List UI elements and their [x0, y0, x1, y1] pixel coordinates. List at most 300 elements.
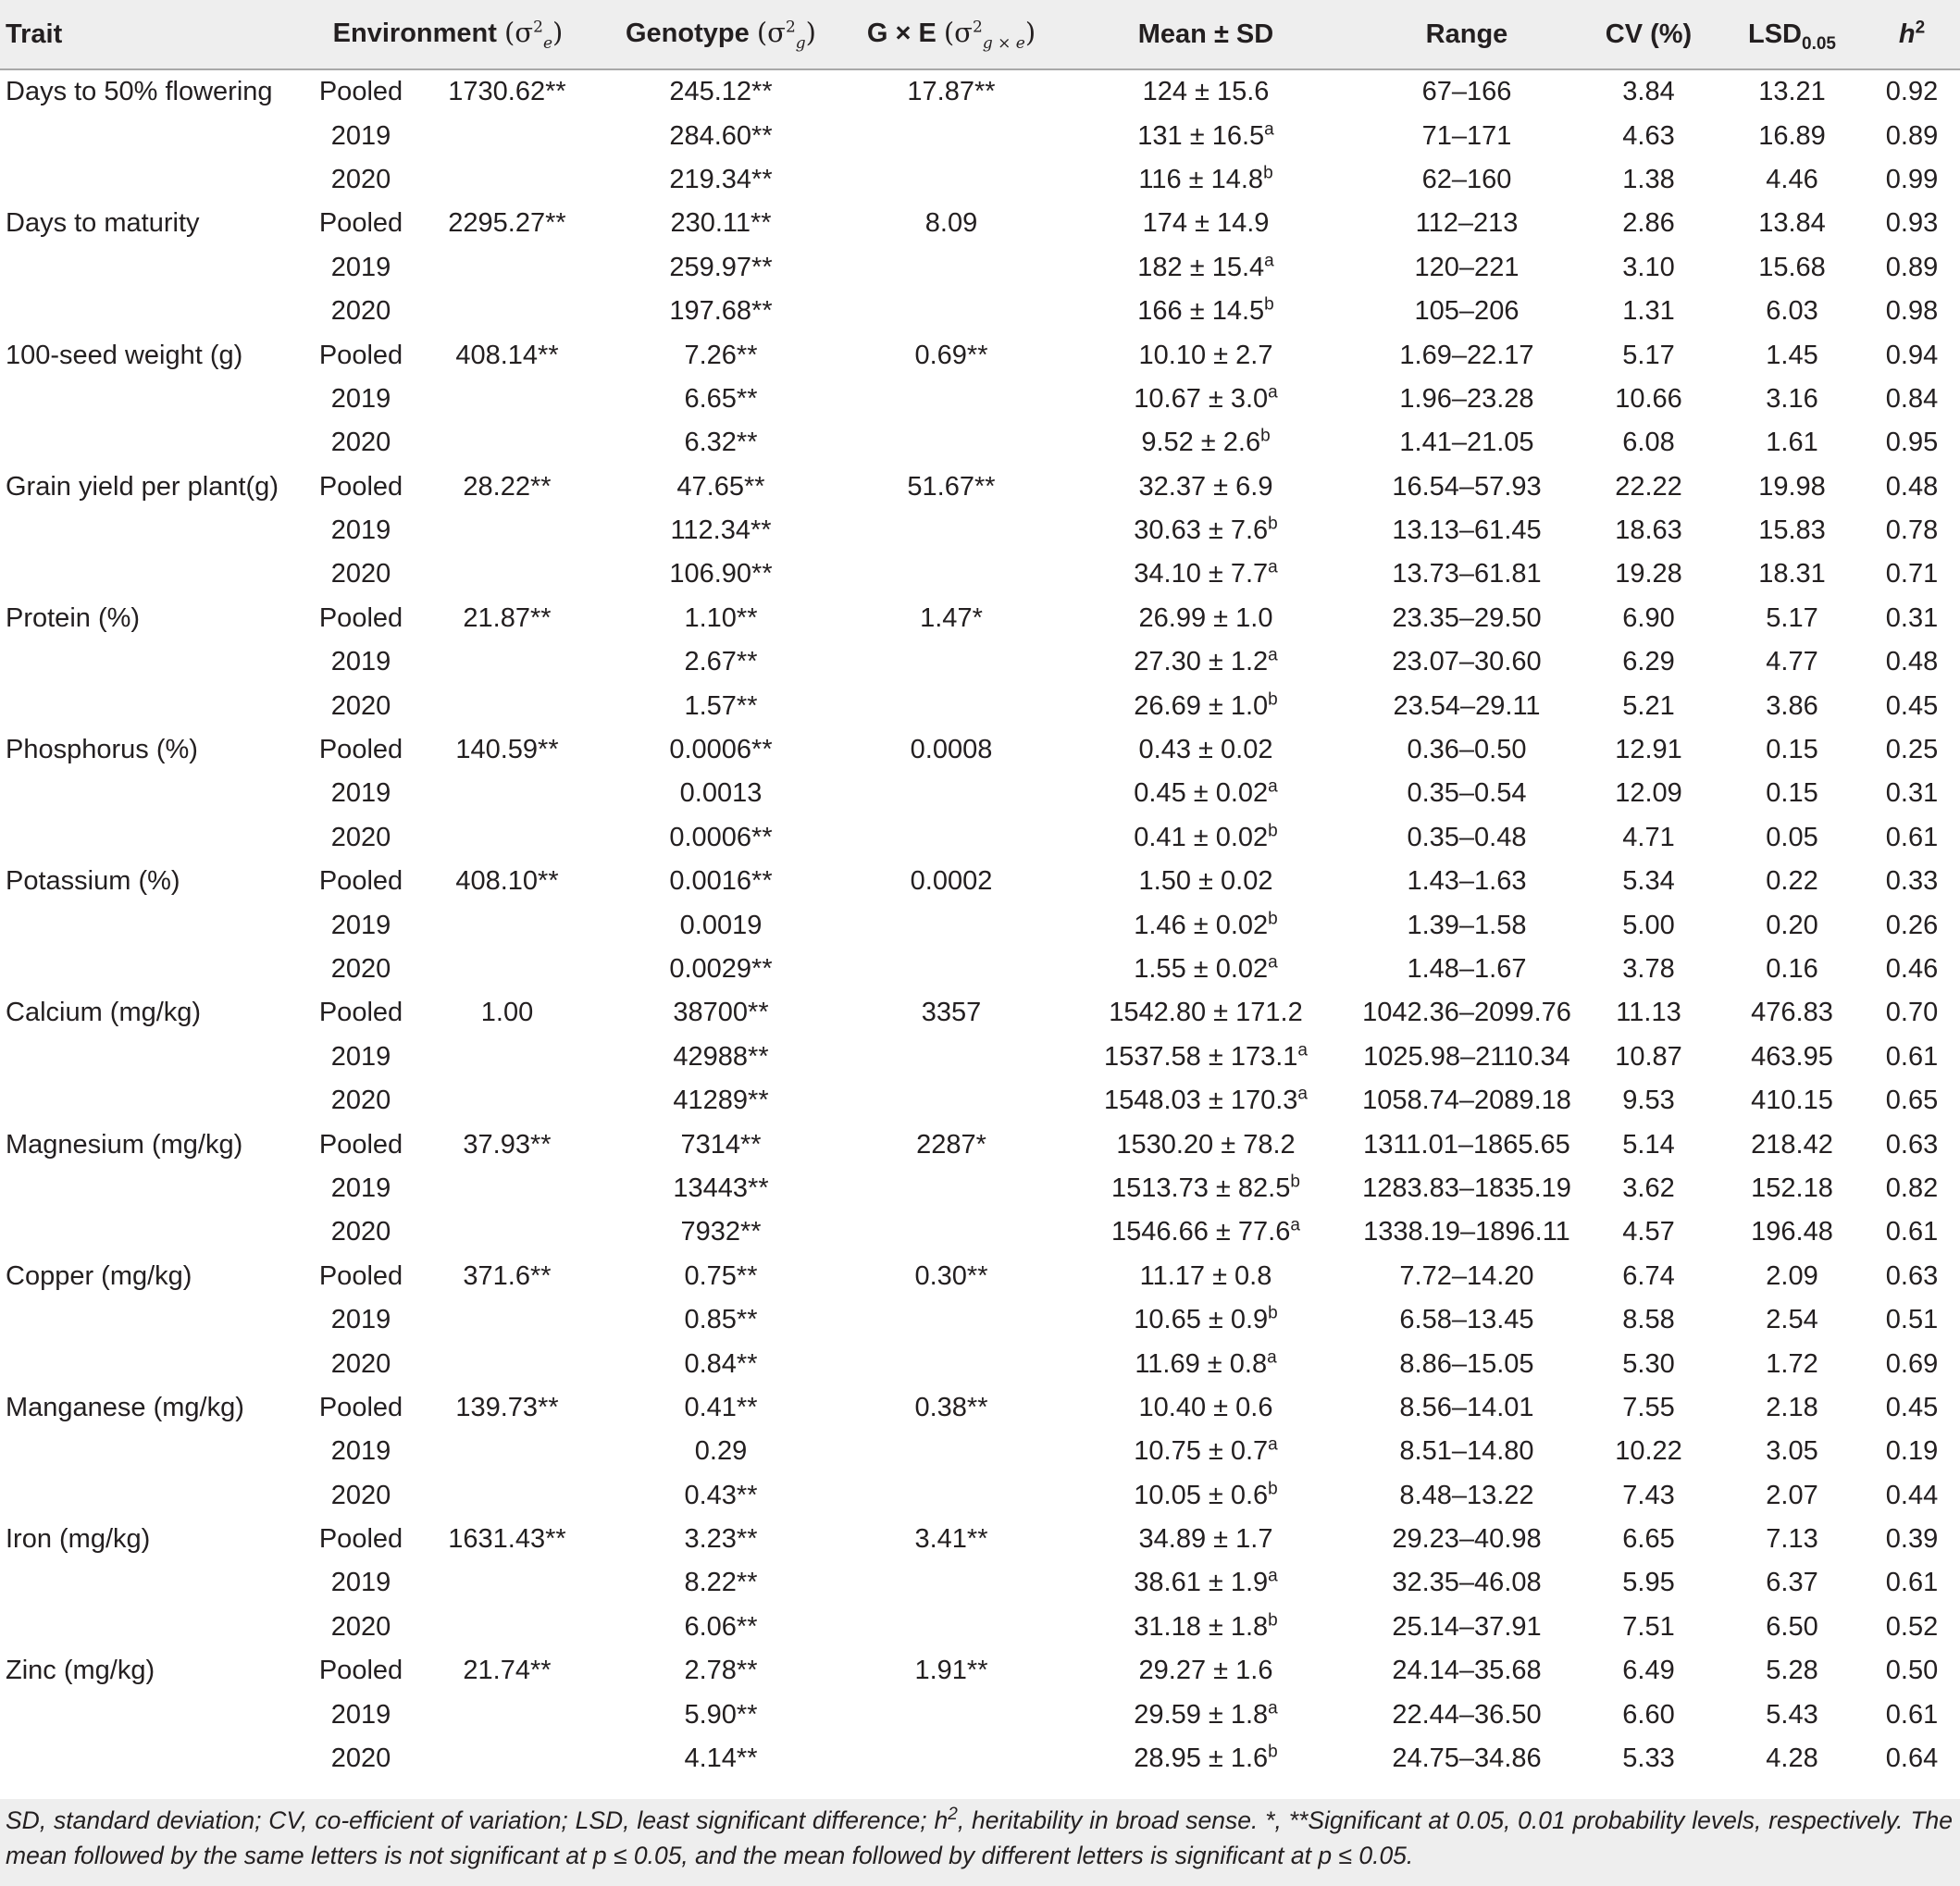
table-row	[0, 114, 1960, 157]
condition-cell: Pooled	[318, 602, 403, 633]
environment-variance-cell	[420, 640, 594, 684]
heritability-cell: 0.39	[1885, 1524, 1939, 1555]
environment-variance-cell	[420, 246, 594, 290]
gxe-variance-cell: 1.47*	[920, 602, 983, 633]
range-cell: 23.07–30.60	[1392, 647, 1542, 677]
mean-sd-cell: 1530.20 ± 78.2	[1116, 1129, 1296, 1160]
mean-sd-cell: 10.67 ± 3.0$^a$	[1134, 382, 1278, 414]
mean-sd-cell: 32.37 ± 6.9	[1138, 471, 1273, 502]
table-row	[0, 1430, 1960, 1473]
lsd-cell: 0.15	[1766, 735, 1818, 765]
cv-cell: 5.30	[1622, 1348, 1675, 1379]
mean-sd-cell: 1548.03 ± 170.3$^a$	[1103, 1084, 1308, 1116]
genotype-variance-cell: 3.23**	[684, 1524, 758, 1555]
genotype-variance-cell: 38700**	[673, 998, 769, 1028]
genotype-variance-cell: 0.84**	[684, 1348, 758, 1379]
condition-cell: 2019	[330, 252, 391, 282]
environment-variance-cell	[420, 1036, 594, 1079]
cv-cell: 4.63	[1622, 120, 1675, 151]
lsd-cell: 2.18	[1766, 1392, 1818, 1422]
gxe-variance-cell	[848, 158, 1055, 202]
cv-cell: 3.10	[1622, 252, 1675, 282]
gxe-variance-cell	[848, 552, 1055, 596]
lsd-cell: 0.05	[1766, 822, 1818, 852]
condition-cell: 2019	[330, 120, 391, 151]
significance-letter: b	[1268, 821, 1278, 841]
environment-variance-cell	[420, 684, 594, 727]
header-environment: Environment $(\sigma^2_e)$	[302, 0, 594, 69]
trait-cell	[0, 552, 302, 596]
environment-variance-cell	[420, 1079, 594, 1123]
range-cell: 8.51–14.80	[1399, 1436, 1534, 1467]
heritability-cell: 0.48	[1885, 647, 1939, 677]
lsd-cell: 2.07	[1766, 1480, 1818, 1510]
significance-letter: a	[1264, 251, 1274, 271]
cv-cell: 7.55	[1622, 1392, 1675, 1422]
condition-cell: 2019	[330, 910, 391, 940]
heritability-cell: 0.45	[1885, 1392, 1939, 1422]
range-cell: 105–206	[1414, 296, 1520, 327]
heritability-cell: 0.45	[1885, 690, 1939, 721]
environment-variance-cell: 140.59**	[455, 735, 559, 765]
heritability-cell: 0.44	[1885, 1480, 1939, 1510]
cv-cell: 6.49	[1622, 1656, 1675, 1686]
mean-sd-cell: 182 ± 15.4$^a$	[1137, 251, 1274, 282]
condition-cell: 2019	[330, 1173, 391, 1203]
table-row	[0, 948, 1960, 991]
heritability-cell: 0.50	[1885, 1656, 1939, 1686]
range-cell: 29.23–40.98	[1392, 1524, 1542, 1555]
trait-cell	[0, 1298, 302, 1342]
environment-variance-cell: 21.87**	[463, 602, 552, 633]
cv-cell: 6.29	[1622, 647, 1675, 677]
cv-cell: 6.90	[1622, 602, 1675, 633]
range-cell: 13.73–61.81	[1392, 559, 1542, 589]
gxe-variance-cell: 0.0002	[910, 866, 993, 897]
range-cell: 120–221	[1414, 252, 1520, 282]
lsd-cell: 6.03	[1766, 296, 1818, 327]
mean-sd-cell: 10.40 ± 0.6	[1138, 1392, 1273, 1422]
genotype-variance-cell: 0.0006**	[669, 735, 773, 765]
heritability-cell: 0.89	[1885, 120, 1939, 151]
range-cell: 16.54–57.93	[1392, 471, 1542, 502]
table-row	[0, 378, 1960, 421]
table-row	[0, 158, 1960, 202]
genotype-variance-cell: 245.12**	[669, 77, 773, 107]
environment-variance-cell	[420, 1210, 594, 1254]
lsd-cell: 1.45	[1766, 340, 1818, 370]
significance-letter: a	[1268, 645, 1278, 665]
heritability-cell: 0.61	[1885, 1568, 1939, 1598]
range-cell: 8.56–14.01	[1399, 1392, 1534, 1422]
cv-cell: 18.63	[1615, 515, 1682, 546]
mean-sd-cell: 38.61 ± 1.9$^a$	[1134, 1566, 1278, 1598]
header-mean-sd: Mean ± SD	[1055, 0, 1357, 69]
genotype-variance-cell: 2.78**	[684, 1656, 758, 1686]
gxe-variance-cell: 8.09	[924, 208, 978, 239]
table-row	[0, 509, 1960, 552]
condition-cell: 2020	[330, 954, 391, 984]
mean-sd-cell: 10.65 ± 0.9$^b$	[1134, 1303, 1278, 1335]
cv-cell: 10.22	[1615, 1436, 1682, 1467]
lsd-cell: 463.95	[1751, 1041, 1833, 1072]
condition-cell: 2020	[330, 164, 391, 194]
gxe-variance-cell	[848, 903, 1055, 947]
gxe-variance-cell	[848, 246, 1055, 290]
trait-cell	[0, 1561, 302, 1605]
header-trait: Trait	[0, 0, 302, 69]
environment-variance-cell: 1631.43**	[448, 1524, 566, 1555]
condition-cell: Pooled	[318, 471, 403, 502]
trait-cell	[0, 421, 302, 465]
environment-variance-cell	[420, 552, 594, 596]
table-row	[0, 465, 1960, 509]
genotype-variance-cell: 106.90**	[669, 559, 773, 589]
table-row	[0, 1210, 1960, 1254]
lsd-cell: 4.77	[1766, 647, 1818, 677]
environment-variance-cell: 371.6**	[463, 1260, 552, 1291]
lsd-cell: 1.72	[1766, 1348, 1818, 1379]
genotype-variance-cell: 7932**	[680, 1217, 762, 1247]
condition-cell: Pooled	[318, 1392, 403, 1422]
cv-cell: 6.74	[1622, 1260, 1675, 1291]
cv-cell: 5.17	[1622, 340, 1675, 370]
range-cell: 22.44–36.50	[1392, 1699, 1542, 1730]
genotype-variance-cell: 0.0029**	[669, 954, 773, 984]
condition-cell: 2020	[330, 1743, 391, 1774]
table-row	[0, 816, 1960, 860]
table-row	[0, 1693, 1960, 1736]
table-row	[0, 1167, 1960, 1210]
table-row	[0, 1518, 1960, 1561]
mean-sd-cell: 1.50 ± 0.02	[1138, 866, 1273, 897]
environment-variance-cell: 408.14**	[455, 340, 559, 370]
table-row	[0, 903, 1960, 947]
heritability-cell: 0.95	[1885, 428, 1939, 458]
cv-cell: 5.21	[1622, 690, 1675, 721]
environment-variance-cell	[420, 421, 594, 465]
range-cell: 1.48–1.67	[1407, 954, 1527, 984]
heritability-cell: 0.61	[1885, 822, 1939, 852]
environment-variance-cell	[420, 378, 594, 421]
significance-letter: b	[1268, 689, 1278, 709]
table-row	[0, 290, 1960, 333]
heritability-cell: 0.46	[1885, 954, 1939, 984]
condition-cell: 2020	[330, 690, 391, 721]
environment-variance-cell	[420, 1167, 594, 1210]
gxe-variance-cell	[848, 1036, 1055, 1079]
trait-cell: Potassium (%)	[6, 866, 180, 897]
mean-sd-cell: 28.95 ± 1.6$^b$	[1134, 1742, 1278, 1774]
table-row	[0, 1474, 1960, 1518]
lsd-cell: 0.20	[1766, 910, 1818, 940]
range-cell: 8.86–15.05	[1399, 1348, 1534, 1379]
gxe-variance-cell	[848, 1298, 1055, 1342]
trait-cell	[0, 246, 302, 290]
condition-cell: Pooled	[318, 1656, 403, 1686]
cv-cell: 4.71	[1622, 822, 1675, 852]
significance-letter: b	[1268, 1610, 1278, 1631]
table-row	[0, 333, 1960, 377]
significance-letter: b	[1268, 1303, 1278, 1323]
trait-cell: Grain yield per plant(g)	[6, 471, 279, 502]
genotype-variance-cell: 197.68**	[669, 296, 773, 327]
range-cell: 23.54–29.11	[1393, 690, 1541, 721]
lsd-cell: 4.46	[1766, 164, 1818, 194]
significance-letter: a	[1268, 776, 1278, 797]
genotype-variance-cell: 6.06**	[684, 1611, 758, 1642]
trait-cell: Days to maturity	[6, 208, 200, 239]
heritability-cell: 0.63	[1885, 1260, 1939, 1291]
mean-sd-cell: 11.17 ± 0.8	[1139, 1260, 1272, 1291]
environment-variance-cell: 1730.62**	[448, 77, 566, 107]
genotype-variance-cell: 259.97**	[669, 252, 773, 282]
trait-cell	[0, 684, 302, 727]
lsd-cell: 6.37	[1766, 1568, 1818, 1598]
cv-cell: 12.91	[1615, 735, 1682, 765]
mean-sd-cell: 124 ± 15.6	[1142, 77, 1270, 107]
condition-cell: Pooled	[318, 998, 403, 1028]
trait-cell	[0, 378, 302, 421]
heritability-cell: 0.63	[1885, 1129, 1939, 1160]
heritability-cell: 0.33	[1885, 866, 1939, 897]
mean-sd-cell: 174 ± 14.9	[1142, 208, 1270, 239]
environment-variance-cell	[420, 509, 594, 552]
range-cell: 1.41–21.05	[1399, 428, 1534, 458]
condition-cell: Pooled	[318, 340, 403, 370]
genotype-variance-cell: 5.90**	[684, 1699, 758, 1730]
mean-sd-cell: 34.10 ± 7.7$^a$	[1134, 557, 1278, 589]
condition-cell: 2020	[330, 559, 391, 589]
condition-cell: Pooled	[318, 866, 403, 897]
range-cell: 7.72–14.20	[1399, 1260, 1534, 1291]
gxe-variance-cell	[848, 1167, 1055, 1210]
gxe-variance-cell: 0.38**	[914, 1392, 988, 1422]
gxe-variance-cell: 2287*	[916, 1129, 986, 1160]
trait-cell	[0, 903, 302, 947]
condition-cell: 2019	[330, 1568, 391, 1598]
cv-cell: 6.08	[1622, 428, 1675, 458]
trait-cell: 100-seed weight (g)	[6, 340, 243, 370]
lsd-cell: 18.31	[1758, 559, 1826, 589]
trait-cell	[0, 1606, 302, 1649]
significance-letter: a	[1268, 1566, 1278, 1586]
lsd-cell: 3.05	[1766, 1436, 1818, 1467]
table-row	[0, 421, 1960, 465]
trait-cell: Calcium (mg/kg)	[6, 998, 202, 1028]
environment-variance-cell: 37.93**	[463, 1129, 552, 1160]
significance-letter: b	[1264, 294, 1274, 315]
mean-sd-cell: 131 ± 16.5$^a$	[1137, 118, 1274, 151]
mean-sd-cell: 11.69 ± 0.8$^a$	[1135, 1346, 1277, 1379]
significance-letter: a	[1297, 1084, 1308, 1104]
condition-cell: Pooled	[318, 77, 403, 107]
heritability-cell: 0.61	[1885, 1041, 1939, 1072]
gxe-variance-cell	[848, 1342, 1055, 1385]
header-genotype: Genotype $(\sigma^2_g)$	[594, 0, 848, 69]
heritability-cell: 0.61	[1885, 1217, 1939, 1247]
heritability-cell: 0.26	[1885, 910, 1939, 940]
gxe-variance-cell	[848, 772, 1055, 815]
heritability-cell: 0.61	[1885, 1699, 1939, 1730]
environment-variance-cell	[420, 772, 594, 815]
condition-cell: 2020	[330, 1086, 391, 1116]
genotype-variance-cell: 284.60**	[669, 120, 773, 151]
gxe-variance-cell: 3.41**	[914, 1524, 988, 1555]
lsd-cell: 5.17	[1766, 602, 1818, 633]
condition-cell: 2019	[330, 647, 391, 677]
mean-sd-cell: 166 ± 14.5$^b$	[1137, 294, 1274, 327]
environment-variance-cell	[420, 1693, 594, 1736]
genotype-variance-cell: 6.32**	[684, 428, 758, 458]
lsd-cell: 13.21	[1758, 77, 1826, 107]
cv-cell: 6.65	[1622, 1524, 1675, 1555]
cv-cell: 11.13	[1616, 998, 1681, 1028]
genotype-variance-cell: 1.10**	[684, 602, 758, 633]
table-row	[0, 1036, 1960, 1079]
heritability-cell: 0.48	[1885, 471, 1939, 502]
range-cell: 24.75–34.86	[1392, 1743, 1542, 1774]
genotype-variance-cell: 6.65**	[684, 383, 758, 414]
range-cell: 67–166	[1421, 77, 1512, 107]
mean-sd-cell: 9.52 ± 2.6$^b$	[1141, 426, 1271, 458]
trait-cell	[0, 640, 302, 684]
condition-cell: 2019	[330, 383, 391, 414]
table-row	[0, 1386, 1960, 1430]
mean-sd-cell: 1537.58 ± 173.1$^a$	[1103, 1040, 1308, 1072]
range-cell: 0.35–0.54	[1407, 778, 1527, 809]
significance-letter: a	[1268, 382, 1278, 403]
range-cell: 32.35–46.08	[1392, 1568, 1542, 1598]
mean-sd-cell: 29.59 ± 1.8$^a$	[1134, 1697, 1278, 1730]
mean-sd-cell: 10.05 ± 0.6$^b$	[1134, 1479, 1278, 1510]
heritability-cell: 0.65	[1885, 1086, 1939, 1116]
significance-letter: b	[1260, 426, 1271, 446]
condition-cell: 2019	[330, 1305, 391, 1335]
cv-cell: 5.00	[1622, 910, 1675, 940]
table-row	[0, 1255, 1960, 1298]
heritability-cell: 0.64	[1885, 1743, 1939, 1774]
trait-cell	[0, 948, 302, 991]
trait-cell: Iron (mg/kg)	[6, 1524, 151, 1555]
trait-cell	[0, 1210, 302, 1254]
environment-variance-cell	[420, 816, 594, 860]
gxe-variance-cell	[848, 816, 1055, 860]
lsd-cell: 15.83	[1758, 515, 1826, 546]
heritability-cell: 0.94	[1885, 340, 1939, 370]
table-row	[0, 1561, 1960, 1605]
trait-cell	[0, 509, 302, 552]
trait-cell	[0, 1342, 302, 1385]
trait-cell: Phosphorus (%)	[6, 735, 198, 765]
condition-cell: 2020	[330, 822, 391, 852]
mean-sd-cell: 1.46 ± 0.02$^b$	[1134, 908, 1278, 940]
genotype-variance-cell: 2.67**	[684, 647, 758, 677]
genotype-variance-cell: 41289**	[673, 1086, 769, 1116]
table-row	[0, 991, 1960, 1035]
heritability-cell: 0.98	[1885, 296, 1939, 327]
trait-cell: Days to 50% flowering	[6, 77, 273, 107]
gxe-variance-cell: 3357	[921, 998, 982, 1028]
heritability-cell: 0.78	[1885, 515, 1939, 546]
trait-cell	[0, 816, 302, 860]
range-cell: 1338.19–1896.11	[1363, 1217, 1570, 1247]
header-row	[0, 0, 1960, 69]
trait-cell	[0, 114, 302, 157]
range-cell: 1058.74–2089.18	[1362, 1086, 1571, 1116]
range-cell: 25.14–37.91	[1392, 1611, 1542, 1642]
heritability-cell: 0.31	[1885, 602, 1939, 633]
condition-cell: Pooled	[318, 1524, 403, 1555]
heritability-cell: 0.71	[1885, 559, 1939, 589]
range-cell: 24.14–35.68	[1392, 1656, 1542, 1686]
cv-cell: 8.58	[1622, 1305, 1675, 1335]
significance-letter: b	[1268, 514, 1278, 534]
environment-variance-cell: 2295.27**	[448, 208, 566, 239]
cv-cell: 12.09	[1615, 778, 1682, 809]
table-row	[0, 1606, 1960, 1649]
cv-cell: 2.86	[1622, 208, 1675, 239]
trait-cell: Copper (mg/kg)	[6, 1260, 192, 1291]
gxe-variance-cell	[848, 1606, 1055, 1649]
gxe-variance-cell: 51.67**	[907, 471, 996, 502]
cv-cell: 5.14	[1622, 1129, 1675, 1160]
condition-cell: 2020	[330, 428, 391, 458]
trait-cell: Zinc (mg/kg)	[6, 1656, 155, 1686]
mean-sd-cell: 26.69 ± 1.0$^b$	[1134, 689, 1278, 721]
heritability-cell: 0.52	[1885, 1611, 1939, 1642]
significance-letter: a	[1268, 1434, 1278, 1455]
mean-sd-cell: 1542.80 ± 171.2	[1109, 998, 1303, 1028]
condition-cell: 2019	[330, 1699, 391, 1730]
environment-variance-cell	[420, 1298, 594, 1342]
cv-cell: 3.84	[1622, 77, 1675, 107]
genotype-variance-cell: 0.0013	[679, 778, 763, 809]
significance-letter: a	[1290, 1215, 1300, 1235]
genotype-variance-cell: 4.14**	[684, 1743, 758, 1774]
condition-cell: Pooled	[318, 735, 403, 765]
range-cell: 1042.36–2099.76	[1362, 998, 1571, 1028]
significance-letter: a	[1268, 1697, 1278, 1718]
mean-sd-cell: 10.10 ± 2.7	[1138, 340, 1273, 370]
heritability-cell: 0.70	[1885, 998, 1939, 1028]
condition-cell: 2020	[330, 1348, 391, 1379]
gxe-variance-cell: 0.69**	[914, 340, 988, 370]
table-row	[0, 246, 1960, 290]
environment-variance-cell	[420, 114, 594, 157]
environment-variance-cell	[420, 1606, 594, 1649]
heritability-cell: 0.99	[1885, 164, 1939, 194]
heritability-cell: 0.69	[1885, 1348, 1939, 1379]
header-heritability: $h^2$	[1864, 0, 1960, 69]
range-cell: 62–160	[1421, 164, 1512, 194]
environment-variance-cell: 139.73**	[455, 1392, 559, 1422]
lsd-cell: 410.15	[1751, 1086, 1833, 1116]
trait-cell	[0, 1474, 302, 1518]
environment-variance-cell: 21.74**	[463, 1656, 552, 1686]
range-cell: 0.35–0.48	[1407, 822, 1527, 852]
lsd-cell: 7.13	[1766, 1524, 1818, 1555]
cv-cell: 10.66	[1615, 383, 1682, 414]
genotype-variance-cell: 8.22**	[684, 1568, 758, 1598]
condition-cell: 2019	[330, 1436, 391, 1467]
table-row	[0, 597, 1960, 640]
range-cell: 23.35–29.50	[1392, 602, 1542, 633]
table-row	[0, 640, 1960, 684]
header-gxe: G × E $(\sigma^2_{g \times e})$	[848, 0, 1055, 69]
mean-sd-cell: 10.75 ± 0.7$^a$	[1134, 1434, 1278, 1467]
significance-letter: a	[1297, 1040, 1308, 1061]
